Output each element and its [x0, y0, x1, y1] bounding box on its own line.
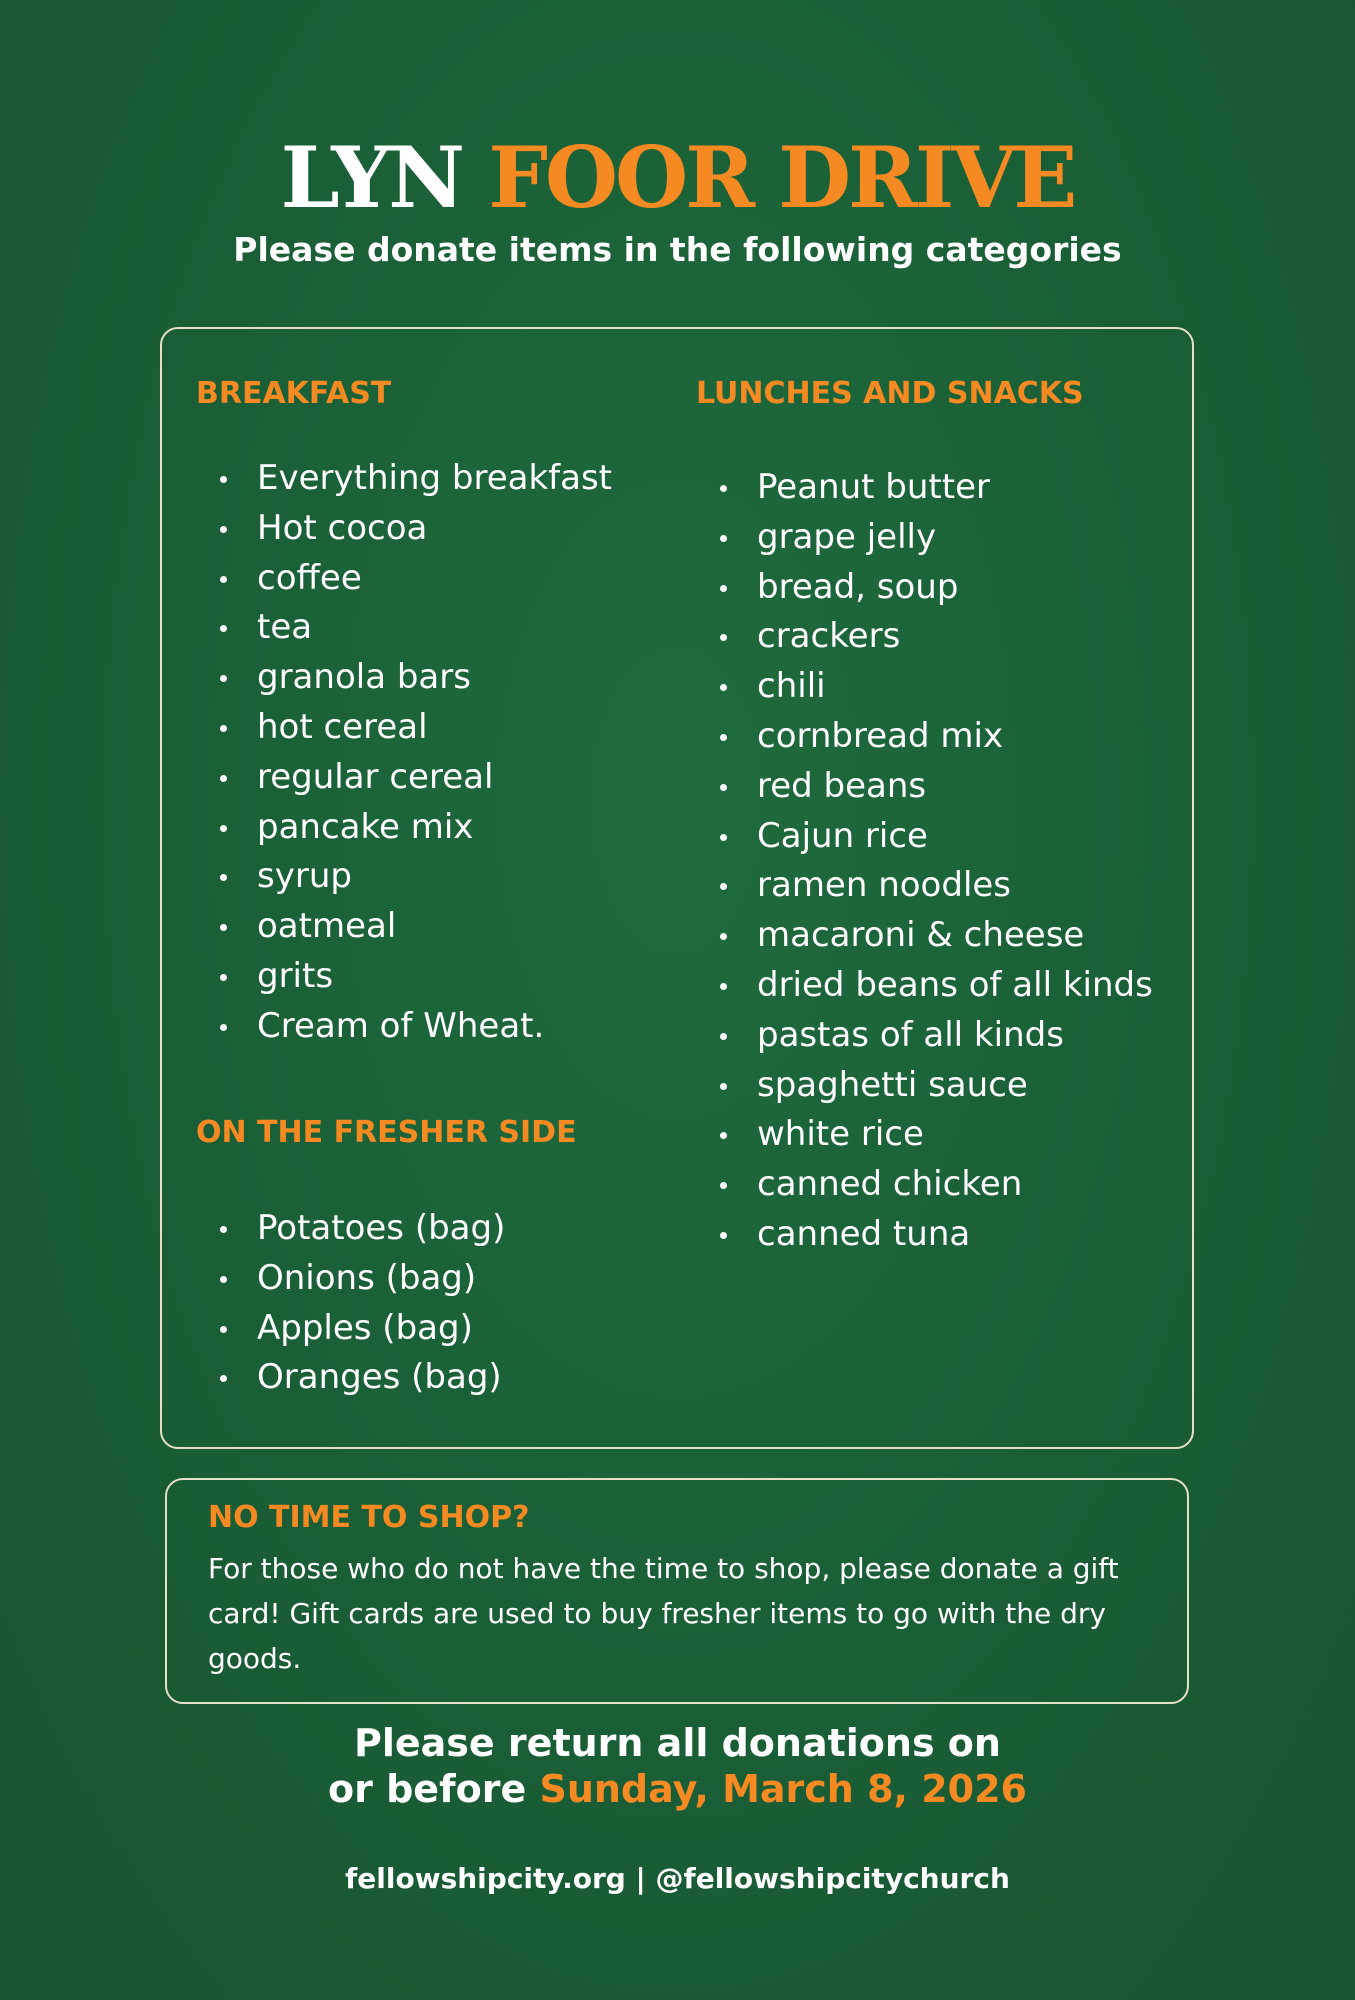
- list-item: syrup: [218, 852, 612, 902]
- list-item: dried beans of all kinds: [718, 961, 1153, 1011]
- list-item: spaghetti sauce: [718, 1061, 1153, 1111]
- no-time-heading: NO TIME TO SHOP?: [208, 1500, 530, 1535]
- list-item: Peanut butter: [718, 463, 1153, 513]
- list-item: Oranges (bag): [218, 1353, 505, 1403]
- list-item: Cajun rice: [718, 812, 1153, 862]
- list-item: Everything breakfast: [218, 454, 612, 504]
- no-time-text: For those who do not have the time to shop, please donate a gift card! Gift cards are used to buy fresher items to go with the dry goods.: [208, 1552, 1119, 1675]
- page-subtitle: Please donate items in the following categories: [233, 230, 1122, 269]
- list-item: Apples (bag): [218, 1304, 505, 1354]
- return-notice: [0, 1720, 1355, 1812]
- list-item: Cream of Wheat.: [218, 1002, 612, 1052]
- list-item: red beans: [718, 762, 1153, 812]
- return-date: Sunday, March 8, 2026: [539, 1767, 1027, 1811]
- lunches-heading: LUNCHES AND SNACKS: [696, 376, 1084, 411]
- breakfast-list: [218, 454, 612, 1052]
- return-line-1: Please return all donations on: [354, 1721, 1001, 1765]
- list-item: bread, soup: [718, 563, 1153, 613]
- list-item: hot cereal: [218, 703, 612, 753]
- title-white-text: LYN: [280, 128, 462, 227]
- list-item: tea: [218, 603, 612, 653]
- fresher-heading: ON THE FRESHER SIDE: [196, 1115, 577, 1150]
- list-item: grits: [218, 952, 612, 1002]
- page-title: [0, 128, 1355, 228]
- list-item: canned tuna: [718, 1210, 1153, 1260]
- list-item: ramen noodles: [718, 861, 1153, 911]
- breakfast-heading: BREAKFAST: [196, 376, 392, 411]
- list-item: Hot cocoa: [218, 504, 612, 554]
- list-item: macaroni & cheese: [718, 911, 1153, 961]
- list-item: pastas of all kinds: [718, 1011, 1153, 1061]
- list-item: chili: [718, 662, 1153, 712]
- list-item: grape jelly: [718, 513, 1153, 563]
- title-orange-text: FOOR DRIVE: [488, 128, 1075, 227]
- footer-links: fellowshipcity.org | @fellowshipcitychurch: [345, 1862, 1010, 1895]
- list-item: Onions (bag): [218, 1254, 505, 1304]
- list-item: coffee: [218, 554, 612, 604]
- return-line-2: [0, 1766, 1355, 1812]
- list-item: Potatoes (bag): [218, 1204, 505, 1254]
- fresher-list: [218, 1204, 505, 1403]
- list-item: pancake mix: [218, 803, 612, 853]
- list-item: cornbread mix: [718, 712, 1153, 762]
- list-item: granola bars: [218, 653, 612, 703]
- lunches-list: [718, 463, 1153, 1260]
- list-item: canned chicken: [718, 1160, 1153, 1210]
- list-item: regular cereal: [218, 753, 612, 803]
- return-prefix: or before: [328, 1767, 527, 1811]
- list-item: oatmeal: [218, 902, 612, 952]
- list-item: crackers: [718, 612, 1153, 662]
- list-item: white rice: [718, 1110, 1153, 1160]
